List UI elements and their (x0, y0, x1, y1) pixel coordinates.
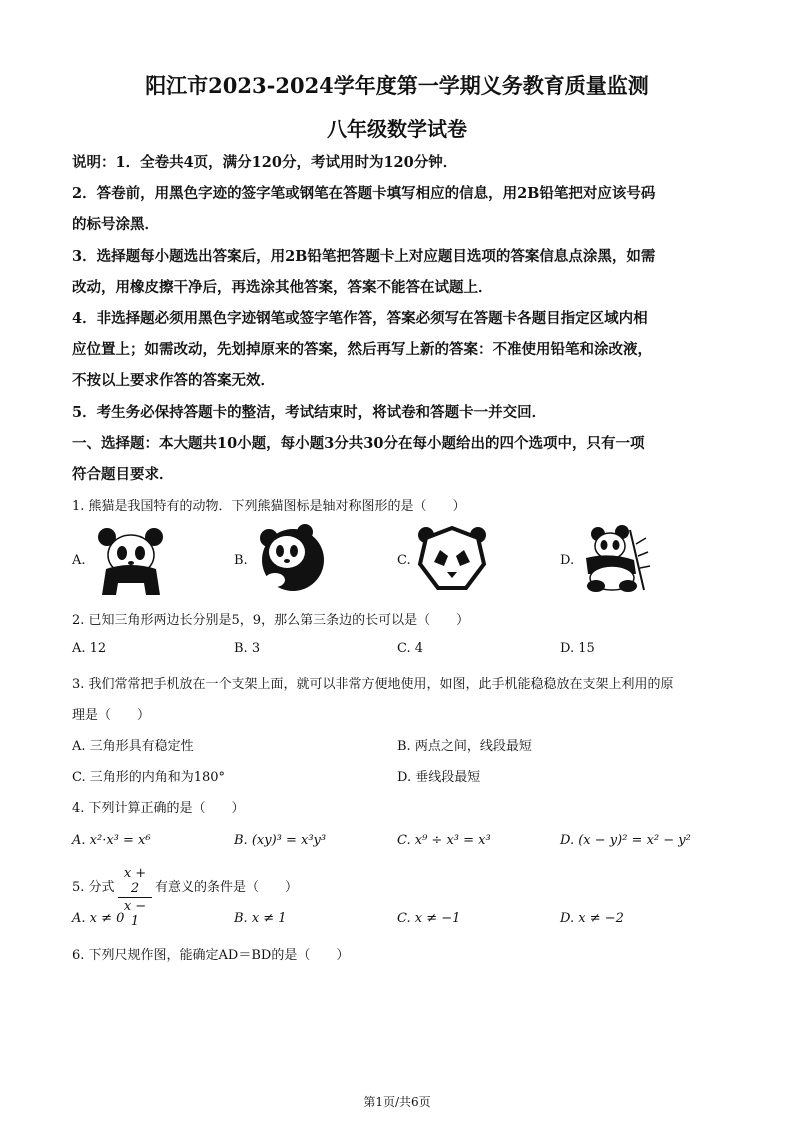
instruction-line: 4．非选择题必须用黑色字迹钢笔或签字笔作答，答案必须写在答题卡各题目指定区域内相 (72, 310, 648, 327)
exam-title: 阳江市2023-2024学年度第一学期义务教育质量监测 (145, 73, 649, 98)
q5-option-b[interactable]: B. x ≠ 1 (234, 911, 287, 926)
panda-icon-c (416, 524, 488, 594)
q3-option-a[interactable]: A. 三角形具有稳定性 (72, 739, 194, 754)
question-5-prefix: 5. 分式 (72, 880, 115, 895)
q4-option-d[interactable]: D. (x − y)² = x² − y² (560, 833, 691, 848)
instruction-line: 说明：1．全卷共4页，满分120分，考试用时为120分钟． (72, 154, 458, 171)
question-4-stem: 4. 下列计算正确的是（ ） (72, 801, 245, 816)
panda-icon-b (255, 522, 325, 594)
q4-option-c[interactable]: C. x⁹ ÷ x³ = x³ (397, 833, 491, 848)
instruction-line: 5．考生务必保持答题卡的整洁，考试结束时，将试卷和答题卡一并交回． (72, 404, 547, 421)
instruction-line: 3．选择题每小题选出答案后，用2B铅笔把答题卡上对应题目选项的答案信息点涂黑，如需 (72, 248, 656, 265)
section-heading: 符合题目要求． (72, 466, 174, 483)
q4-option-a[interactable]: A. x²·x³ = x⁶ (72, 833, 151, 848)
q3-option-d[interactable]: D. 垂线段最短 (397, 770, 481, 785)
instruction-line: 不按以上要求作答的答案无效． (72, 372, 275, 389)
q3-option-b[interactable]: B. 两点之间，线段最短 (397, 739, 532, 754)
q1-option-a[interactable]: A. (72, 553, 86, 568)
fraction-numerator: x + 2 (118, 866, 152, 898)
question-6-stem: 6. 下列尺规作图，能确定AD＝BD的是（ ） (72, 948, 350, 963)
q2-option-d[interactable]: D. 15 (560, 641, 595, 656)
question-3-stem: 3. 我们常常把手机放在一个支架上面，就可以非常方便地使用，如图，此手机能稳稳放在支架上利用的原 (72, 677, 674, 692)
q4-option-b[interactable]: B. (xy)³ = x³y³ (234, 833, 327, 848)
question-1-stem: 1. 熊猫是我国特有的动物．下列熊猫图标是轴对称图形的是（ ） (72, 499, 466, 514)
q1-option-b[interactable]: B. (234, 553, 248, 568)
q2-option-c[interactable]: C. 4 (397, 641, 424, 656)
question-5-suffix: 有意义的条件是（ ） (155, 880, 299, 895)
instruction-line: 的标号涂黑． (72, 216, 159, 233)
instruction-line: 应位置上；如需改动，先划掉原来的答案，然后再写上新的答案：不准使用铅笔和涂改液， (72, 341, 652, 358)
q1-option-c[interactable]: C. (397, 553, 411, 568)
q3-option-c[interactable]: C. 三角形的内角和为180° (72, 770, 226, 785)
q5-option-a[interactable]: A. x ≠ 0 (72, 911, 125, 926)
q5-option-c[interactable]: C. x ≠ −1 (397, 911, 461, 926)
q5-option-d[interactable]: D. x ≠ −2 (560, 911, 624, 926)
fraction-denominator: x − 1 (123, 899, 147, 929)
exam-subtitle: 八年级数学试卷 (327, 117, 467, 141)
instruction-line: 改动，用橡皮擦干净后，再选涂其他答案，答案不能答在试题上． (72, 279, 493, 296)
panda-icon-d (578, 524, 652, 596)
q1-option-d[interactable]: D. (560, 553, 575, 568)
question-3-stem-cont: 理是（ ） (72, 708, 151, 723)
q2-option-a[interactable]: A. 12 (72, 641, 107, 656)
q2-option-b[interactable]: B. 3 (234, 641, 261, 656)
section-heading: 一、选择题：本大题共10小题，每小题3分共30分在每小题给出的四个选项中，只有一项 (72, 435, 645, 452)
page-footer: 第1页/共6页 (363, 1095, 431, 1109)
instruction-line: 2．答卷前，用黑色字迹的签字笔或钢笔在答题卡填写相应的信息，用2B铅笔把对应该号码 (72, 185, 656, 202)
question-2-stem: 2. 已知三角形两边长分别是5，9，那么第三条边的长可以是（ ） (72, 613, 470, 628)
panda-icon-a (94, 525, 168, 597)
